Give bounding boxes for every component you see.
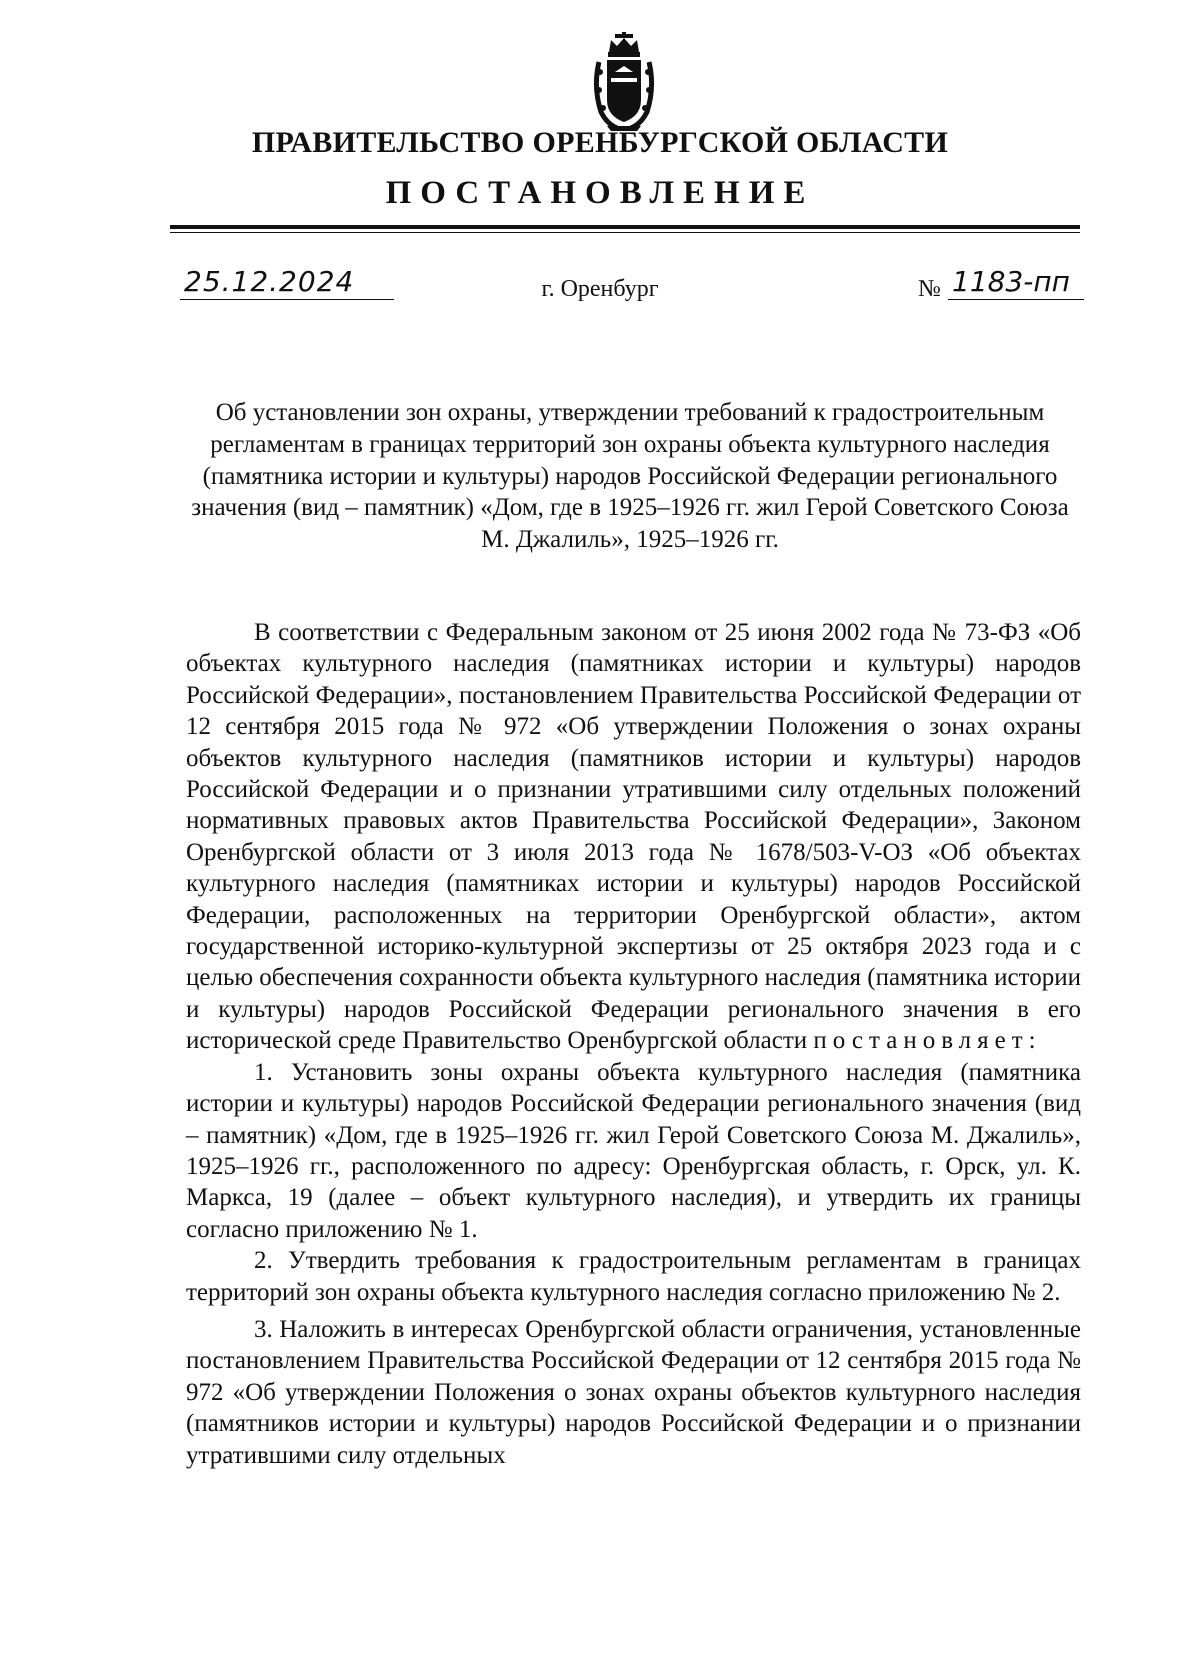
- organization-title: ПРАВИТЕЛЬСТВО ОРЕНБУРГСКОЙ ОБЛАСТИ: [251, 126, 949, 159]
- preamble-text: В соответствии с Федеральным законом от 25 июня 2002 года № 73-ФЗ «Об объектах культурного наследия (памятниках истории и культуры) народов Российской Федерации», постановлением Правительства Российской Федерации от 12 сентября 2015 года № 972 «Об утверждении Положения о зонах охраны объектов культурного наследия (памятников истории и культуры) народов Российской Федерации и о признании утратившими силу отдельных положений нормативных правовых актов Правительства Российской Федерации», Законом Оренбургской области от 3 июля 2013 года № 1678/503-V-ОЗ «Об объектах культурного наследия (памятниках истории и культуры) народов Российской Федерации, расположенных на территории Оренбургской области», актом государственной историко-культурной экспертизы от 25 октября 2023 года и с целью обеспечения сохранности объекта культурного наследия (памятника истории и культуры) народов Российской Федерации регионального значения в его исторической среде Правительство Оренбургской области: [186, 619, 1082, 1055]
- clause-3: 3. Наложить в интересах Оренбургской области ограничения, установленные постановлением Правительства Российской Федерации от 12 сентября 2015 года № 972 «Об утверждении Положения о зонах охраны объектов культурного наследия (памятников истории и культуры) народов Российской Федерации и о признании утратившими силу отдельных: [186, 1315, 1081, 1469]
- document-number: 1183-пп: [948, 265, 1084, 300]
- clause-1: 1. Установить зоны охраны объекта культурного наследия (памятника истории и культуры) народов Российской Федерации регионального значения (вид – памятник) «Дом, где в 1925–1926 гг. жил Герой Советского Союза М. Джалиль», 1925–1926 гг., расположенного по адресу: Оренбургская область, г. Орск, ул. К. Маркса, 19 (далее – объект культурного наследия), и утвердить их границы согласно приложению № 1.: [186, 1058, 1081, 1243]
- coat-of-arms-icon: [593, 32, 655, 132]
- header-divider-thin: [170, 232, 1080, 233]
- document-city: г. Оренбург: [541, 276, 659, 302]
- document-type: ПОСТАНОВЛЕНИЕ: [385, 175, 815, 211]
- document-body: [186, 617, 1081, 1471]
- document-subject: Об установлении зон охраны, утверждении требований к градостроительным регламентам в границах территорий зон охраны объекта культурного наследия (памятника истории и культуры) народов Российской Федерации регионального значения (вид – памятник) «Дом, где в 1925–1926 гг. жил Герой Советского Союза М. Джалиль», 1925–1926 гг.: [191, 399, 1069, 554]
- number-label: №: [918, 276, 941, 302]
- header-divider: [170, 225, 1080, 229]
- resolves-word: постановляет:: [813, 1027, 1042, 1055]
- clause-2: 2. Утвердить требования к градостроительным регламентам в границах территорий зон охраны объекта культурного наследия согласно приложению № 2.: [186, 1247, 1081, 1306]
- preamble-paragraph: [186, 617, 1081, 1057]
- document-date: 25.12.2024: [180, 265, 394, 300]
